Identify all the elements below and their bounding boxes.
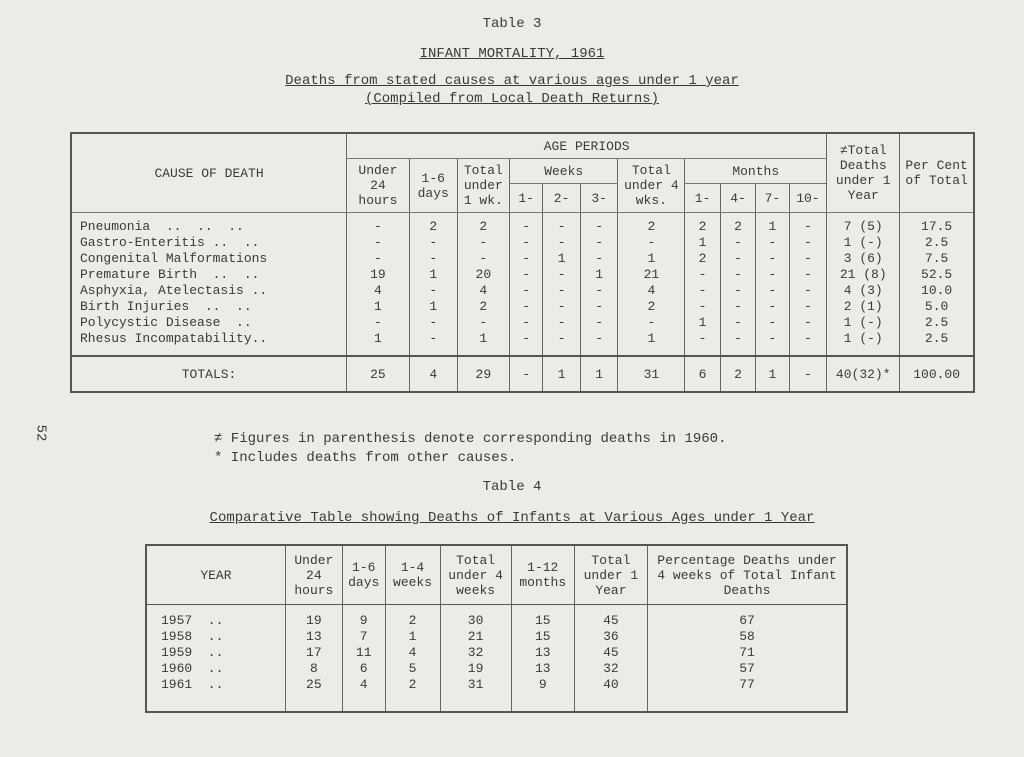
- data-cell: 1: [409, 299, 457, 315]
- data-cell: 2.5: [900, 235, 974, 251]
- data-cell: -: [580, 251, 618, 267]
- data-cell: 8: [285, 661, 342, 677]
- data-cell: -: [756, 331, 789, 356]
- data-cell: -: [720, 331, 755, 356]
- data-cell: 67: [648, 605, 847, 630]
- data-cell: 1: [580, 267, 618, 283]
- data-cell: 25: [285, 677, 342, 712]
- data-cell: -: [409, 251, 457, 267]
- data-cell: -: [789, 213, 827, 236]
- table4-header-cell: YEAR: [146, 545, 285, 605]
- data-cell: 2.5: [900, 315, 974, 331]
- data-cell: 1 (-): [827, 331, 900, 356]
- table4-header-cell: 1-12 months: [511, 545, 574, 605]
- data-cell: -: [789, 331, 827, 356]
- table-row: [71, 283, 974, 299]
- data-cell: -: [509, 267, 542, 283]
- data-cell: -: [789, 267, 827, 283]
- data-cell: -: [789, 283, 827, 299]
- year-cell: 1958 ..: [146, 629, 285, 645]
- data-cell: 5.0: [900, 299, 974, 315]
- header-month-7: 7-: [756, 184, 789, 213]
- year-cell: 1957 ..: [146, 605, 285, 630]
- table-row: [146, 661, 847, 677]
- data-cell: 2: [409, 213, 457, 236]
- data-cell: -: [543, 213, 581, 236]
- table-row: [71, 267, 974, 283]
- table-row: [71, 331, 974, 356]
- data-cell: 4: [457, 283, 509, 299]
- data-cell: -: [756, 251, 789, 267]
- data-cell: -: [457, 251, 509, 267]
- data-cell: -: [509, 315, 542, 331]
- data-cell: -: [509, 299, 542, 315]
- data-cell: -: [543, 267, 581, 283]
- table4-header-cell: Percentage Deaths under 4 weeks of Total Infant Deaths: [648, 545, 847, 605]
- table4-title-text: Comparative Table showing Deaths of Infants at Various Ages under 1 Year: [209, 510, 815, 526]
- data-cell: -: [789, 299, 827, 315]
- table4-body: [146, 605, 847, 713]
- data-cell: 2: [685, 251, 720, 267]
- data-cell: 9: [342, 605, 385, 630]
- data-cell: -: [457, 235, 509, 251]
- totals-cell: 1: [543, 356, 581, 392]
- data-cell: 1: [618, 251, 685, 267]
- data-cell: 1: [685, 315, 720, 331]
- data-cell: -: [580, 283, 618, 299]
- data-cell: 71: [648, 645, 847, 661]
- data-cell: -: [543, 331, 581, 356]
- data-cell: -: [543, 283, 581, 299]
- data-cell: -: [720, 251, 755, 267]
- header-week-1: 1-: [509, 184, 542, 213]
- totals-cell: 29: [457, 356, 509, 392]
- data-cell: 19: [440, 661, 511, 677]
- data-cell: 45: [574, 605, 647, 630]
- totals-cell: 25: [347, 356, 410, 392]
- header-total-deaths: ≠Total Deaths under 1 Year: [827, 133, 900, 213]
- data-cell: 2.5: [900, 331, 974, 356]
- cause-cell: Polycystic Disease ..: [71, 315, 347, 331]
- data-cell: 58: [648, 629, 847, 645]
- data-cell: 4: [347, 283, 410, 299]
- table3: [70, 132, 975, 393]
- data-cell: 1: [409, 267, 457, 283]
- data-cell: -: [347, 235, 410, 251]
- table3-subtitle2: [0, 91, 1024, 107]
- data-cell: -: [543, 235, 581, 251]
- totals-cell: 1: [756, 356, 789, 392]
- header-month-4: 4-: [720, 184, 755, 213]
- data-cell: -: [685, 267, 720, 283]
- totals-cell: 6: [685, 356, 720, 392]
- data-cell: 1: [685, 235, 720, 251]
- data-cell: -: [720, 267, 755, 283]
- data-cell: -: [509, 283, 542, 299]
- data-cell: -: [347, 251, 410, 267]
- data-cell: 21: [618, 267, 685, 283]
- data-cell: -: [509, 251, 542, 267]
- year-cell: 1959 ..: [146, 645, 285, 661]
- data-cell: -: [409, 235, 457, 251]
- data-cell: -: [409, 283, 457, 299]
- data-cell: 15: [511, 629, 574, 645]
- data-cell: -: [580, 235, 618, 251]
- data-cell: 15: [511, 605, 574, 630]
- totals-cell: 31: [618, 356, 685, 392]
- data-cell: 21 (8): [827, 267, 900, 283]
- data-cell: 9: [511, 677, 574, 712]
- header-month-10: 10-: [789, 184, 827, 213]
- header-total-4wks: Total under 4 wks.: [618, 159, 685, 213]
- totals-cell: -: [509, 356, 542, 392]
- data-cell: 2: [618, 299, 685, 315]
- page-number: 52: [32, 424, 49, 442]
- data-cell: 2: [385, 605, 440, 630]
- data-cell: 19: [285, 605, 342, 630]
- table4-label: Table 4: [482, 479, 542, 495]
- data-cell: 31: [440, 677, 511, 712]
- table4-header-cell: Under 24 hours: [285, 545, 342, 605]
- data-cell: 52.5: [900, 267, 974, 283]
- data-cell: 2 (1): [827, 299, 900, 315]
- data-cell: -: [789, 315, 827, 331]
- year-cell: 1961 ..: [146, 677, 285, 712]
- data-cell: -: [543, 299, 581, 315]
- data-cell: 40: [574, 677, 647, 712]
- data-cell: 1 (-): [827, 235, 900, 251]
- cause-cell: Pneumonia .. .. ..: [71, 213, 347, 236]
- data-cell: 77: [648, 677, 847, 712]
- data-cell: 1: [385, 629, 440, 645]
- data-cell: -: [789, 235, 827, 251]
- totals-cell: -: [789, 356, 827, 392]
- data-cell: 32: [574, 661, 647, 677]
- cause-cell: Gastro-Enteritis .. ..: [71, 235, 347, 251]
- header-1-6-days: 1-6 days: [409, 159, 457, 213]
- cause-cell: Rhesus Incompatability..: [71, 331, 347, 356]
- data-cell: -: [618, 315, 685, 331]
- data-cell: 4: [385, 645, 440, 661]
- data-cell: 1 (-): [827, 315, 900, 331]
- table3-subtitle-text: Deaths from stated causes at various ages under 1 year: [285, 73, 739, 89]
- cause-cell: Congenital Malformations: [71, 251, 347, 267]
- data-cell: -: [685, 331, 720, 356]
- data-cell: 1: [543, 251, 581, 267]
- data-cell: 7.5: [900, 251, 974, 267]
- table3-totals-row: [71, 356, 974, 392]
- data-cell: -: [756, 235, 789, 251]
- totals-cell: 2: [720, 356, 755, 392]
- data-cell: 2: [385, 677, 440, 712]
- data-cell: 13: [511, 645, 574, 661]
- header-under-24: Under 24 hours: [347, 159, 410, 213]
- data-cell: 32: [440, 645, 511, 661]
- data-cell: -: [580, 213, 618, 236]
- data-cell: 1: [347, 299, 410, 315]
- totals-label: TOTALS:: [71, 356, 347, 392]
- table-row: [146, 677, 847, 712]
- data-cell: 7 (5): [827, 213, 900, 236]
- data-cell: 17: [285, 645, 342, 661]
- data-cell: 21: [440, 629, 511, 645]
- data-cell: -: [756, 299, 789, 315]
- table-row: [146, 645, 847, 661]
- data-cell: 2: [720, 213, 755, 236]
- data-cell: -: [756, 283, 789, 299]
- table-row: [71, 251, 974, 267]
- data-cell: 6: [342, 661, 385, 677]
- table3-subtitle2-text: (Compiled from Local Death Returns): [364, 91, 660, 107]
- year-cell: 1960 ..: [146, 661, 285, 677]
- data-cell: -: [720, 315, 755, 331]
- data-cell: -: [409, 331, 457, 356]
- data-cell: 5: [385, 661, 440, 677]
- data-cell: -: [347, 213, 410, 236]
- data-cell: 11: [342, 645, 385, 661]
- data-cell: 30: [440, 605, 511, 630]
- table-row: [71, 235, 974, 251]
- header-per-cent: Per Cent of Total: [900, 133, 974, 213]
- data-cell: 2: [618, 213, 685, 236]
- table4-header-cell: Total under 1 Year: [574, 545, 647, 605]
- data-cell: -: [509, 235, 542, 251]
- table-row: [71, 299, 974, 315]
- table3-subtitle: [0, 73, 1024, 89]
- data-cell: 19: [347, 267, 410, 283]
- table-row: [71, 213, 974, 236]
- totals-cell: 1: [580, 356, 618, 392]
- table3-body: [71, 213, 974, 357]
- data-cell: 1: [618, 331, 685, 356]
- data-cell: 2: [685, 213, 720, 236]
- data-cell: -: [347, 315, 410, 331]
- data-cell: -: [720, 283, 755, 299]
- data-cell: 1: [457, 331, 509, 356]
- table-row: [146, 605, 847, 630]
- data-cell: 4 (3): [827, 283, 900, 299]
- data-cell: -: [685, 299, 720, 315]
- data-cell: -: [720, 299, 755, 315]
- data-cell: -: [580, 299, 618, 315]
- cause-cell: Asphyxia, Atelectasis ..: [71, 283, 347, 299]
- data-cell: 10.0: [900, 283, 974, 299]
- data-cell: -: [580, 315, 618, 331]
- header-week-2: 2-: [543, 184, 581, 213]
- header-age-periods: AGE PERIODS: [347, 133, 827, 159]
- header-months: Months: [685, 159, 827, 184]
- data-cell: 36: [574, 629, 647, 645]
- table4-header-row: [146, 545, 847, 605]
- data-cell: 1: [347, 331, 410, 356]
- header-cause: CAUSE OF DEATH: [71, 133, 347, 213]
- data-cell: -: [509, 331, 542, 356]
- table4-header-cell: 1-4 weeks: [385, 545, 440, 605]
- totals-cell: 4: [409, 356, 457, 392]
- data-cell: 4: [618, 283, 685, 299]
- table3-note2: * Includes deaths from other causes.: [214, 450, 517, 466]
- data-cell: 45: [574, 645, 647, 661]
- table4: [145, 544, 848, 713]
- totals-cell: 100.00: [900, 356, 974, 392]
- header-week-3: 3-: [580, 184, 618, 213]
- table3-title-text: INFANT MORTALITY, 1961: [419, 46, 605, 62]
- data-cell: -: [580, 331, 618, 356]
- table4-header-cell: Total under 4 weeks: [440, 545, 511, 605]
- data-cell: -: [720, 235, 755, 251]
- data-cell: 2: [457, 299, 509, 315]
- table3-note1: ≠ Figures in parenthesis denote corresponding deaths in 1960.: [214, 431, 727, 447]
- data-cell: -: [756, 315, 789, 331]
- table4-title: [0, 510, 1024, 526]
- data-cell: 13: [285, 629, 342, 645]
- data-cell: 3 (6): [827, 251, 900, 267]
- data-cell: -: [789, 251, 827, 267]
- header-month-1: 1-: [685, 184, 720, 213]
- data-cell: 7: [342, 629, 385, 645]
- data-cell: 1: [756, 213, 789, 236]
- data-cell: 13: [511, 661, 574, 677]
- data-cell: 2: [457, 213, 509, 236]
- header-total-1wk: Total under 1 wk.: [457, 159, 509, 213]
- data-cell: 4: [342, 677, 385, 712]
- table-row: [146, 629, 847, 645]
- table3-title: [0, 46, 1024, 62]
- cause-cell: Birth Injuries .. ..: [71, 299, 347, 315]
- data-cell: 57: [648, 661, 847, 677]
- data-cell: -: [618, 235, 685, 251]
- table3-label: Table 3: [482, 16, 542, 32]
- cause-cell: Premature Birth .. ..: [71, 267, 347, 283]
- header-weeks: Weeks: [509, 159, 618, 184]
- data-cell: 20: [457, 267, 509, 283]
- data-cell: -: [685, 283, 720, 299]
- data-cell: -: [457, 315, 509, 331]
- data-cell: -: [756, 267, 789, 283]
- totals-cell: 40(32)*: [827, 356, 900, 392]
- table4-header-cell: 1-6 days: [342, 545, 385, 605]
- data-cell: -: [409, 315, 457, 331]
- table-row: [71, 315, 974, 331]
- data-cell: -: [509, 213, 542, 236]
- data-cell: 17.5: [900, 213, 974, 236]
- data-cell: -: [543, 315, 581, 331]
